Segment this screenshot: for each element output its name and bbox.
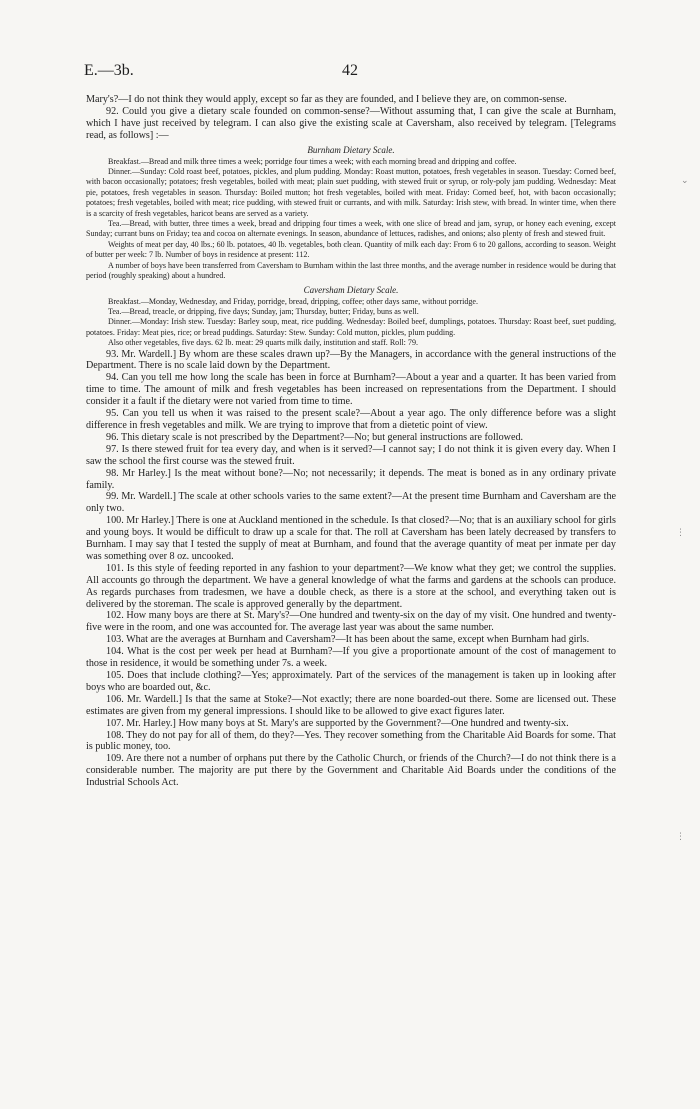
testimony-paragraph: 106. Mr. Wardell.] Is that the same at Stoke?—Not exactly; there are none boarded-out there. Some are licensed out. These estimates are given from my general impressions. I should like to be allowed to give exact figures later. (86, 693, 616, 717)
testimony-paragraph: 95. Can you tell us when it was raised to the present scale?—About a year ago. The only difference before was a slight difference in fresh vegetables and milk. We are trying to improve that from a dietetic point of view. (86, 408, 616, 431)
page-number: 42 (342, 62, 358, 79)
testimony-paragraph: 98. Mr Harley.] Is the meat without bone?—No; not necessarily; it depends. The meat is boned as in any ordinary private family. (86, 467, 616, 491)
scale-paragraph: Also other vegetables, five days. 62 lb. meat: 29 quarts milk daily, institution and staff. Roll: 79. (108, 338, 418, 348)
scale-paragraph: Weights of meat per day, 40 lbs.; 60 lb. potatoes, 40 lb. vegetables, both clean. Quantity of milk each day: From 6 to 20 gallons, according to season. Weight of butter per week: 7 lb. Number of boys in residence at present: 112. (86, 239, 616, 260)
testimony-paragraph: 108. They do not pay for all of them, do they?—Yes. They recover something from the Charitable Aid Boards for some. That is public money, too. (86, 729, 616, 753)
testimony-paragraph: 100. Mr Harley.] There is one at Auckland mentioned in the schedule. Is that closed?—No; that is an auxiliary school for girls and young boys. It would be difficult to draw up a scale for that. The roll at Caversham has been lately decreased by transfers to Burnham. I may say that I tested the supply of meat at Burnham, and found that the average quantity of meat per inmate per day was something over 8 oz. uncooked. (86, 515, 616, 562)
testimony-paragraph: 99. Mr. Wardell.] The scale at other schools varies to the same extent?—At the present time Burnham and Caversham are the only two. (86, 491, 616, 515)
margin-mark: ⌄ (681, 176, 689, 186)
testimony-paragraph: 102. How many boys are there at St. Mary's?—One hundred and twenty-six on the day of my visit. One hundred and twenty-five were in the room, and one was accounted for. The average last year was about the same number. (86, 610, 616, 634)
testimony-paragraph: 103. What are the averages at Burnham and Caversham?—It has been about the same, except when Burnham had girls. (106, 634, 590, 646)
testimony-paragraph: 94. Can you tell me how long the scale has been in force at Burnham?—About a year and a quarter. It has been varied from time to time. The amount of milk and fresh vegetables has been increased on representations from the Department. I should consider it a fault if the dietary were not varied from time to time. (86, 372, 616, 408)
testimony-paragraph: 107. Mr. Harley.] How many boys at St. Mary's are supported by the Government?—One hundred and twenty-six. (106, 717, 569, 729)
margin-mark: ⋮ (676, 528, 685, 538)
section-heading: Caversham Dietary Scale. (303, 284, 399, 295)
testimony-paragraph: 93. Mr. Wardell.] By whom are these scales drawn up?—By the Managers, in accordance with the general instructions of the Department. There is no scale laid down by the Department. (86, 348, 616, 372)
document-body (86, 94, 616, 789)
scale-paragraph: A number of boys have been transferred from Caversham to Burnham within the last three months, and the average number in residence would be during that period (roughly speaking) about a hundred. (86, 260, 616, 281)
section-heading: Burnham Dietary Scale. (307, 144, 395, 155)
scale-paragraph: Tea.—Bread, with butter, three times a week, bread and dripping four times a week, with one slice of bread and jam, syrup, or honey each evening, except Sunday; currant buns on Friday; tea and cocoa on alternate evenings. In season, abundance of lettuces, radishes, and onions; also plenty of fresh and stewed fruit. (86, 219, 616, 239)
testimony-paragraph: 105. Does that include clothing?—Yes; approximately. Part of the services of the management is taken up in looking after boys who are boarded out, &c. (86, 670, 616, 693)
document-reference: E.—3b. (84, 62, 134, 79)
page-header (84, 62, 616, 84)
scale-paragraph: Dinner.—Sunday: Cold roast beef, potatoes, pickles, and plum pudding. Monday: Roast mutton, potatoes, fresh vegetables in season. Tuesday: Corned beef, with bacon occasionally; potatoes; fresh vegetables, boiled with meat; plain suet pudding, with stewed fruit or syrup, or roly-poly jam pudding. Wednesday: Meat pie, potatoes, fresh vegetables in season. Thursday: Boiled mutton; hot fresh vegetables, boiled with meat. Friday: Corned beef, hot, with bacon occasionally; potatoes; fresh vegetables, boiled with meat; rice pudding, with stewed fruit or currants, and with milk. Saturday: Irish stew, with bread. In winter time, when there is a scarcity of fresh vegetables, haricot beans are served as a variety. (86, 167, 616, 218)
margin-mark: ⋮ (676, 832, 685, 842)
testimony-paragraph: Mary's?—I do not think they would apply, except so far as they are founded, and I believe they are, on common-sense. (86, 94, 567, 105)
testimony-paragraph: 101. Is this style of feeding reported in any fashion to your department?—We know what they get; we control the supplies. All accounts go through the department. We have a general knowledge of what the farms and gardens at the schools can produce. As regards purchases from tradesmen, we have a double check, as there is a store at the school, and everything taken out is delivered by the storeman. The scale is approved generally by the department. (86, 562, 616, 610)
testimony-paragraph: 97. Is there stewed fruit for tea every day, and when is it served?—I cannot say; I do not think it is given every day. When I saw the school the first course was the stewed fruit. (86, 443, 616, 467)
testimony-paragraph: 109. Are there not a number of orphans put there by the Catholic Church, or friends of the Church?—I do not think there is a considerable number. The majority are put there by the Government and Charitable Aid Boards under the conditions of the Industrial Schools Act. (86, 753, 616, 789)
scale-paragraph: Tea.—Bread, treacle, or dripping, five days; Sunday, jam; Thursday, butter; Friday, buns as well. (108, 306, 419, 316)
testimony-paragraph: 96. This dietary scale is not prescribed by the Department?—No; but general instructions are followed. (106, 431, 524, 443)
scale-paragraph: Dinner.—Monday: Irish stew. Tuesday: Barley soup, meat, rice pudding. Wednesday: Boiled beef, dumplings, potatoes. Thursday: Roast beef, suet pudding, potatoes. Friday: Meat pies, rice; or bread puddings. Saturday: Stew. Sunday: Cold mutton, pickles, plum pudding. (86, 317, 616, 337)
testimony-paragraph: 104. What is the cost per week per head at Burnham?—If you give a proportionate amount of the cost of management to those in residence, it would be something under 7s. a week. (86, 646, 616, 670)
scale-paragraph: Breakfast.—Bread and milk three times a week; porridge four times a week; with each morning bread and dripping and coffee. (108, 156, 517, 166)
scale-paragraph: Breakfast.—Monday, Wednesday, and Friday, porridge, bread, dripping, coffee; other days same, without porridge. (108, 296, 479, 306)
testimony-paragraph: 92. Could you give a dietary scale founded on common-sense?—Without assuming that, I can give the scale at Burnham, which I have just received by telegram. I can also give the existing scale at Caversham, also received by telegram. [Telegrams read, as follows] :— (86, 105, 616, 141)
